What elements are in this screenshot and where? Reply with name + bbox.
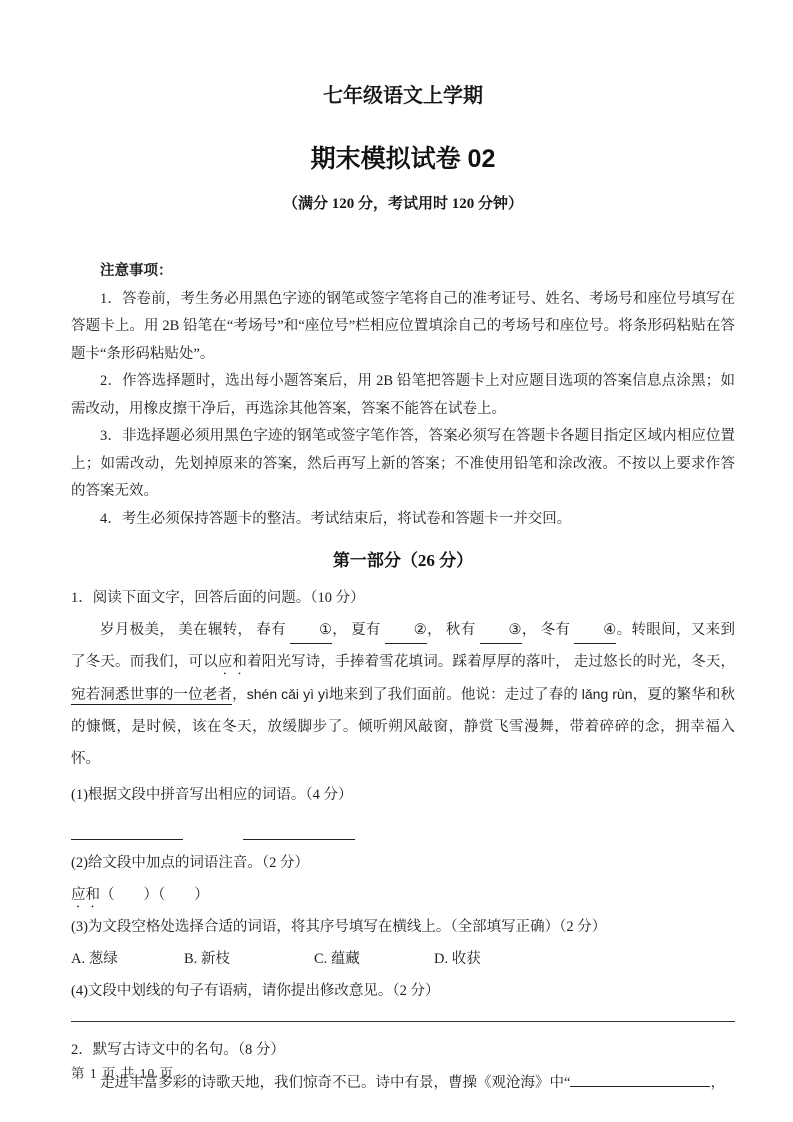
answer-line [71,1021,735,1022]
question1-sub2-answer-row: 应和（ ）（ ） [71,887,209,903]
option-d: D. 收获 [434,951,481,967]
option-b: B. 新枝 [184,951,230,967]
questions-area [71,582,735,1099]
question1-sub2-stem: (2)给文段中加点的词语注音。（2 分） [71,855,310,871]
course-title: 七年级语文上学期 [323,85,483,107]
option-a: A. 葱绿 [71,951,118,967]
question1-sub1-stem: (1)根据文段中拼音写出相应的词语。（4 分） [71,787,353,803]
part1-heading: 第一部分（26 分） [332,551,474,570]
answer-blank-2 [243,815,355,840]
question1-sub3-stem: (3)为文段空格处选择合适的词语，将其序号填写在横线上。（全部填写正确）（2 分） [71,919,607,935]
answer-blank-1 [71,815,183,840]
question1-stem: 1．阅读下面文字，回答后面的问题。（10 分） [71,590,365,606]
paper-title: 期末模拟试卷 02 [310,145,496,173]
paper-subtitle: （满分 120 分，考试用时 120 分钟） [282,196,523,212]
notice-item-1: 1．答卷前，考生务必用黑色字迹的钢笔或签字笔将自己的准考证号、姓名、考场号和座位号填写在答题卡上。用 2B 铅笔在“考场号”和“座位号”栏相应位置填涂自己的考场号和座位号。将条形码粘贴在答题卡“条形码粘贴处”。 [71,290,735,362]
notice-item-2: 2．作答选择题时，选出每小题答案后，用 2B 铅笔把答题卡上对应题目选项的答案信息点涂黑；如需改动，用橡皮擦干净后，再选涂其他答案，答案不能答在试卷上。 [71,373,735,417]
question1-passage: 岁月极美， 美在辗转， 春有 ①， 夏有 ②， 秋有 ③， 冬有 ④。转眼间，又来到了冬天。而我们，可以应和着阳光写诗，手捧着雪花填词。踩着厚厚的落叶， 走过悠长的时光，冬天，宛若洞悉世事的一位老者，shén cǎi yì yì地来到了我们面前。他说：走过了春的 lǎng rùn，夏的繁华和秋的慷慨，是时候，该在冬天，放缓脚步了。倾听朔风敲窗，静赏飞雪漫舞，带着碎碎的念，拥幸福入怀。 [71,614,735,775]
question1-options-row [71,943,735,975]
notice-item-3: 3．非选择题必须用黑色字迹的钢笔或签字笔作答，答案必须写在答题卡各题目指定区域内相应位置上；如需改动，先划掉原来的答案，然后再写上新的答案；不准使用铅笔和涂改液。不按以上要求作答的答案无效。 [71,428,735,499]
notice-section [71,258,735,533]
question1-sub1-blanks [71,811,735,847]
question2-fill-line: 走进丰富多彩的诗歌天地，我们惊奇不已。诗中有景，曹操《观沧海》中“ ， [71,1066,735,1099]
notice-heading: 注意事项： [100,263,173,279]
question1-sub4-stem: (4)文段中划线的句子有语病，请你提出修改意见。（2 分） [71,983,440,999]
page-footer: 第 1 页 共 10 页 [71,1066,175,1081]
option-c: C. 蕴藏 [314,951,360,967]
question2-stem: 2．默写古诗文中的名句。（8 分） [71,1042,285,1058]
notice-item-4: 4．考生必须保持答题卡的整洁。考试结束后，将试卷和答题卡一并交回。 [100,510,572,527]
